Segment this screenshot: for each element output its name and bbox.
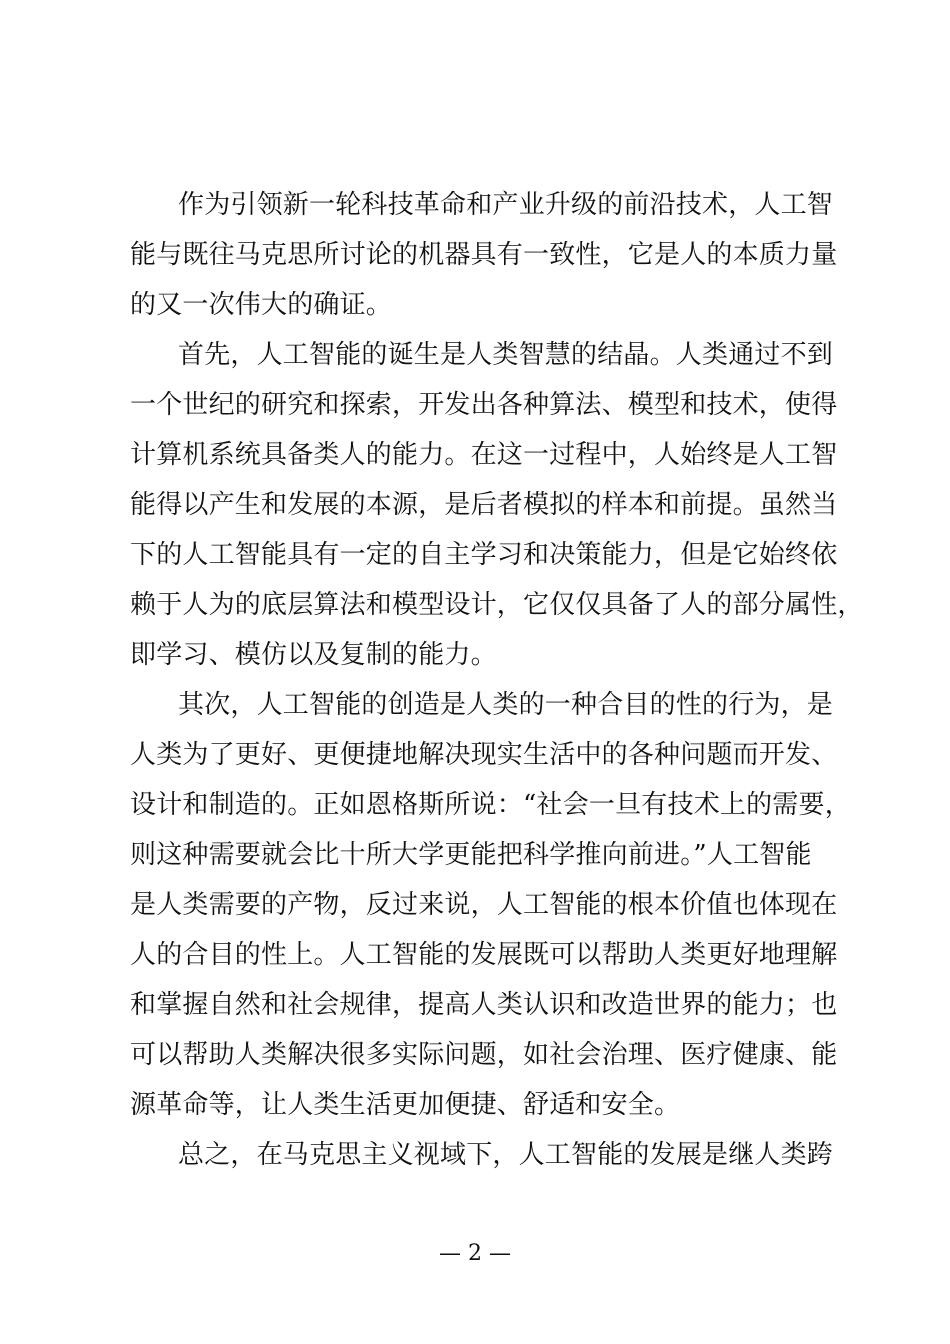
paragraph-3-line-8: 可以帮助人类解决很多实际问题，如社会治理、医疗健康、能 bbox=[130, 1040, 838, 1070]
paragraph-2-line-2: 一个世纪的研究和探索，开发出各种算法、模型和技术，使得 bbox=[130, 390, 838, 420]
paragraph-1-line-3: 的又一次伟大的确证。 bbox=[130, 290, 393, 320]
paragraph-1-line-2: 能与既往马克思所讨论的机器具有一致性，它是人的本质力量 bbox=[130, 240, 838, 270]
paragraph-2-line-4: 能得以产生和发展的本源，是后者模拟的样本和前提。虽然当 bbox=[130, 490, 838, 520]
paragraph-3-line-1: 其次，人工智能的创造是人类的一种合目的性的行为，是 bbox=[178, 690, 834, 720]
paragraph-1-line-1: 作为引领新一轮科技革命和产业升级的前沿技术，人工智 bbox=[178, 190, 834, 220]
paragraph-3-line-6: 人的合目的性上。人工智能的发展既可以帮助人类更好地理解 bbox=[130, 940, 838, 970]
paragraph-3-line-2: 人类为了更好、更便捷地解决现实生活中的各种问题而开发、 bbox=[130, 740, 838, 770]
paragraph-2-line-5: 下的人工智能具有一定的自主学习和决策能力，但是它始终依 bbox=[130, 540, 838, 570]
paragraph-3-line-5: 是人类需要的产物，反过来说，人工智能的根本价值也体现在 bbox=[130, 890, 838, 920]
paragraph-4-line-1: 总之，在马克思主义视域下，人工智能的发展是继人类跨 bbox=[178, 1140, 834, 1170]
paragraph-3-line-7: 和掌握自然和社会规律，提高人类认识和改造世界的能力；也 bbox=[130, 990, 838, 1020]
paragraph-2-line-3: 计算机系统具备类人的能力。在这一过程中，人始终是人工智 bbox=[130, 440, 838, 470]
page-number: — 2 — bbox=[439, 1241, 511, 1266]
paragraph-2-line-1: 首先，人工智能的诞生是人类智慧的结晶。人类通过不到 bbox=[178, 340, 834, 370]
paragraph-2-line-7: 即学习、模仿以及复制的能力。 bbox=[130, 640, 497, 670]
paragraph-2-line-6: 赖于人为的底层算法和模型设计，它仅仅具备了人的部分属性， bbox=[130, 590, 864, 620]
paragraph-3-line-4: 则这种需要就会比十所大学更能把科学推向前进。”人工智能 bbox=[130, 840, 812, 870]
paragraph-3-line-3: 设计和制造的。正如恩格斯所说：“社会一旦有技术上的需要， bbox=[130, 790, 851, 820]
paragraph-3-line-9: 源革命等，让人类生活更加便捷、舒适和安全。 bbox=[130, 1090, 681, 1120]
